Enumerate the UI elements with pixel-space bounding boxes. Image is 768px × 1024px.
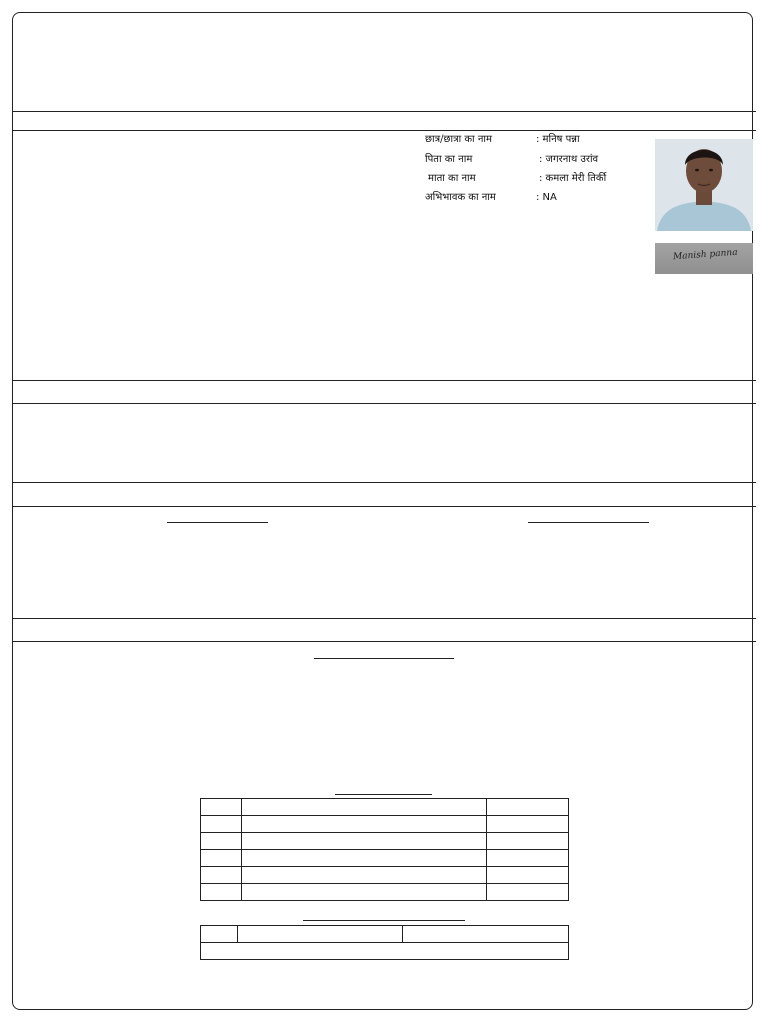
subject-table <box>200 798 569 901</box>
section-divider <box>12 380 756 381</box>
summary-table <box>200 925 569 960</box>
section-divider <box>12 618 756 619</box>
table-row <box>201 867 569 884</box>
candidate-photo <box>655 139 753 231</box>
signature-text: Manish panna <box>672 247 738 263</box>
table-row <box>201 926 569 943</box>
field-label: अभिभावक का नाम <box>425 192 496 203</box>
underline-placeholder <box>167 522 268 523</box>
table-row <box>201 833 569 850</box>
section-divider <box>12 403 756 404</box>
section-divider <box>12 641 756 642</box>
underline-placeholder <box>528 522 649 523</box>
field-label: पिता का नाम <box>425 154 473 165</box>
field-value: : NA <box>536 192 557 203</box>
table-row <box>201 850 569 867</box>
section-divider <box>12 482 756 483</box>
field-label: छात्र/छात्रा का नाम <box>425 134 492 145</box>
table-row <box>201 884 569 901</box>
candidate-signature <box>655 243 753 274</box>
person-photo-icon <box>655 139 753 231</box>
underline-placeholder <box>314 658 454 659</box>
table-row <box>201 943 569 960</box>
underline-placeholder <box>335 794 432 795</box>
table-row <box>201 799 569 816</box>
field-label: माता का नाम <box>428 173 476 184</box>
section-divider <box>12 506 756 507</box>
section-divider <box>12 130 756 131</box>
field-value: : मनिष पन्ना <box>536 134 580 145</box>
field-value: : कमला मेरी तिर्की <box>539 173 607 184</box>
underline-placeholder <box>303 920 465 921</box>
section-divider <box>12 111 756 112</box>
field-value: : जगरनाथ उरांव <box>539 154 599 165</box>
table-row <box>201 816 569 833</box>
